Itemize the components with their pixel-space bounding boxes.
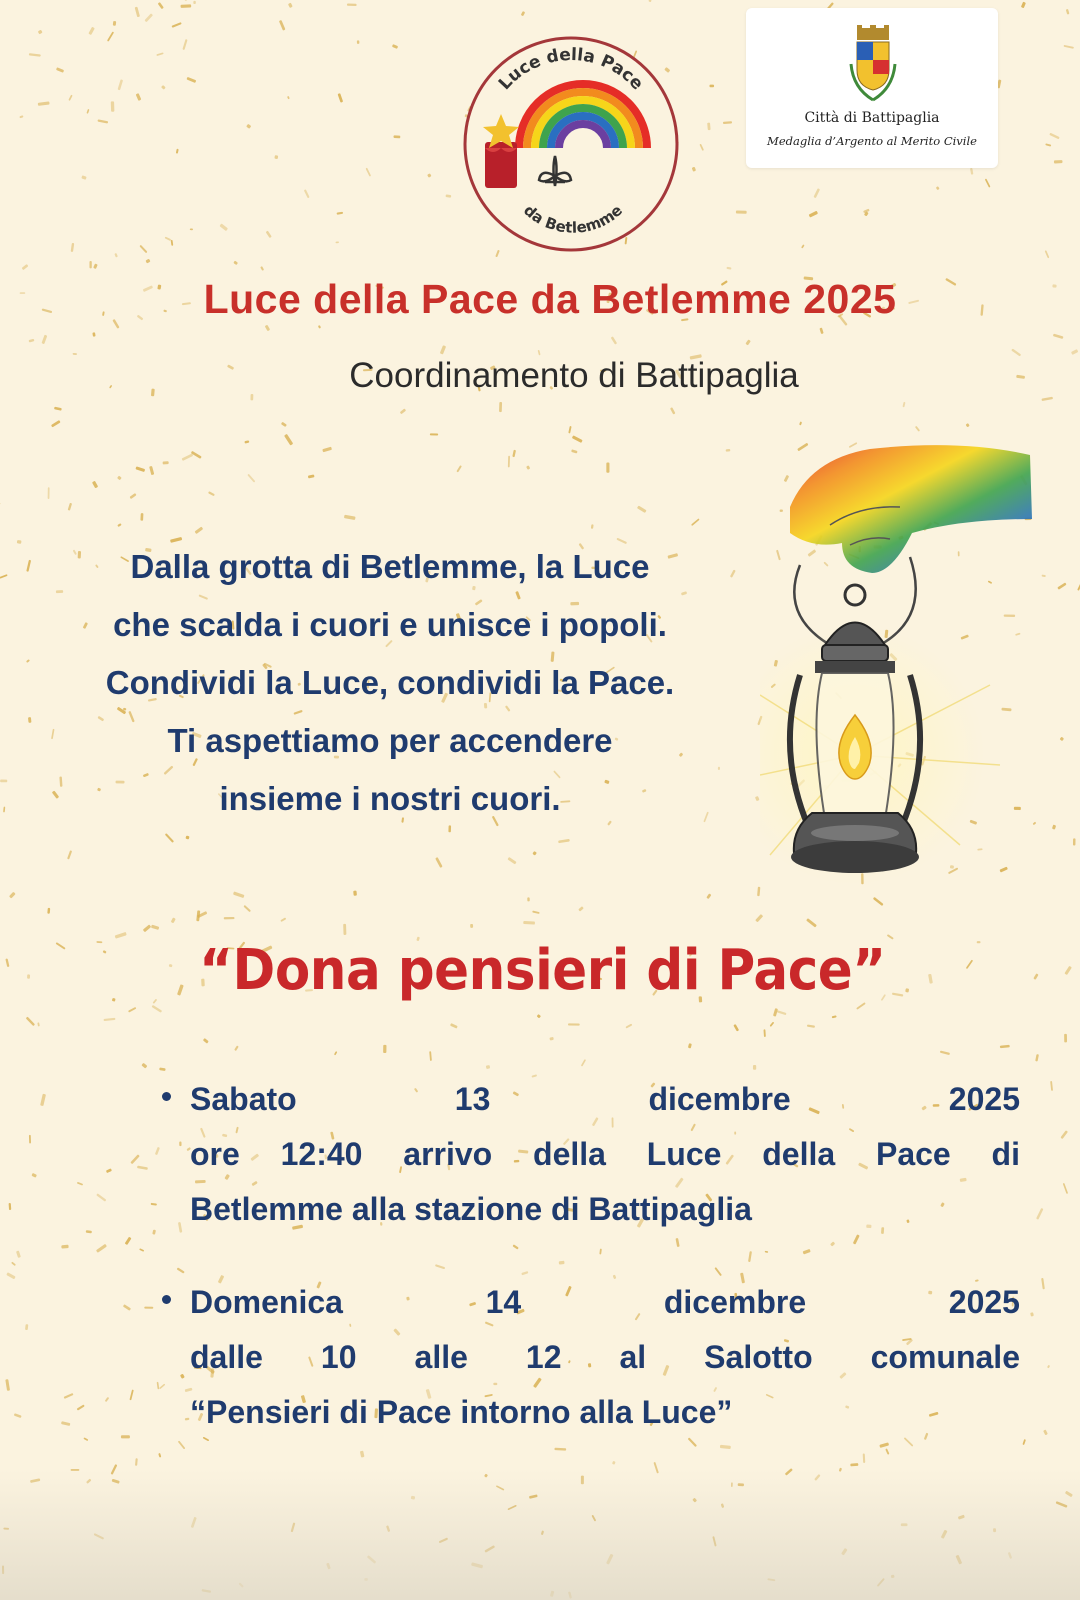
- speckle: [92, 481, 98, 489]
- speckle: [670, 407, 675, 414]
- speckle: [92, 332, 95, 337]
- speckle: [486, 1065, 490, 1069]
- speckle: [113, 21, 116, 26]
- speckle: [393, 135, 400, 138]
- speckle: [86, 1230, 92, 1233]
- event-word: alle: [414, 1339, 468, 1375]
- speckle: [233, 261, 238, 265]
- speckle: [139, 245, 147, 254]
- speckle: [1066, 9, 1070, 15]
- speckle: [1047, 1365, 1050, 1369]
- speckle: [6, 1272, 15, 1279]
- speckle: [1036, 1208, 1043, 1220]
- speckle: [726, 449, 731, 452]
- speckle: [196, 910, 200, 921]
- speckle: [773, 1008, 778, 1017]
- speckle: [185, 835, 189, 839]
- event-word: 2025: [948, 1081, 1020, 1117]
- speckle: [1064, 45, 1074, 49]
- event-detail-line: [190, 1330, 1020, 1385]
- speckle: [182, 39, 187, 50]
- list-item: [160, 1072, 1020, 1237]
- speckle: [89, 261, 91, 268]
- page-subtitle: Coordinamento di Battipaglia: [349, 356, 799, 395]
- speckle: [208, 491, 215, 496]
- speckle: [159, 1068, 165, 1071]
- event-word: di: [991, 1136, 1020, 1172]
- speckle: [3, 807, 5, 813]
- speckle: [1030, 1312, 1034, 1316]
- speckle: [304, 189, 310, 198]
- coat-of-arms-icon: [843, 24, 903, 108]
- speckle: [832, 1015, 837, 1018]
- speckle: [819, 328, 823, 335]
- speckle: [193, 1, 196, 4]
- speckle: [9, 1203, 12, 1210]
- speckle: [537, 1014, 541, 1018]
- speckle: [224, 917, 235, 919]
- event-word: 2025: [948, 1284, 1020, 1320]
- speckle: [105, 1397, 110, 1402]
- speckle: [86, 109, 89, 114]
- speckle: [121, 1435, 130, 1438]
- speckle: [0, 574, 8, 579]
- speckle: [1035, 1054, 1039, 1061]
- speckle: [106, 1168, 112, 1173]
- speckle: [578, 906, 584, 911]
- speckle: [71, 243, 75, 252]
- speckle: [247, 474, 255, 483]
- speckle: [707, 123, 710, 131]
- speckle: [322, 447, 332, 453]
- speckle: [625, 1024, 632, 1029]
- event-word: ore: [190, 1136, 240, 1172]
- page-title: Luce della Pace da Betlemme 2025: [203, 276, 897, 322]
- speckle: [1022, 1439, 1026, 1445]
- speckle: [81, 175, 86, 180]
- speckle: [129, 493, 136, 499]
- speckle: [16, 1250, 21, 1257]
- speckle: [151, 925, 159, 930]
- event-word: 14: [485, 1284, 522, 1320]
- speckle: [1054, 160, 1063, 163]
- speckle: [571, 449, 577, 453]
- speckle: [970, 168, 973, 175]
- svg-text:Luce della Pace: Luce della Pace: [494, 44, 648, 95]
- speckle: [777, 1010, 787, 1015]
- speckle: [318, 325, 321, 329]
- speckle: [5, 1379, 10, 1391]
- speckle: [118, 79, 124, 90]
- speckle: [392, 44, 398, 49]
- speckle: [83, 1437, 88, 1441]
- speckle: [165, 833, 174, 843]
- speckle: [243, 905, 251, 912]
- speckle: [1045, 250, 1050, 258]
- speckle: [733, 1024, 739, 1031]
- event-word: della: [762, 1136, 836, 1172]
- speckle: [966, 423, 970, 427]
- speckle: [287, 96, 290, 99]
- speckle: [266, 231, 272, 238]
- speckle: [688, 1043, 692, 1048]
- city-name: Città di Battipaglia: [804, 110, 940, 126]
- event-word: Salotto: [704, 1339, 813, 1375]
- speckle: [280, 917, 286, 922]
- speckle: [281, 422, 287, 427]
- event-word: dicembre: [648, 1081, 791, 1117]
- speckle: [637, 506, 647, 513]
- speckle: [1049, 133, 1059, 140]
- speckle: [161, 85, 166, 90]
- speckle: [38, 30, 43, 35]
- speckle: [135, 7, 140, 18]
- speckle: [429, 1051, 432, 1061]
- speckle: [265, 325, 270, 332]
- speckle: [152, 1005, 163, 1013]
- speckle: [648, 0, 652, 2]
- speckle: [190, 228, 193, 230]
- speckle: [532, 851, 537, 856]
- speckle: [813, 188, 820, 198]
- speckle: [152, 1230, 156, 1235]
- speckle: [27, 974, 30, 978]
- speckle: [512, 450, 516, 458]
- speckle: [1060, 737, 1065, 741]
- speckle: [54, 407, 62, 411]
- message-line: che scalda i cuori e unisce i popoli.: [113, 606, 667, 643]
- speckle: [427, 173, 431, 177]
- speckle: [260, 266, 264, 271]
- events-list: [160, 1072, 1020, 1478]
- speckle: [234, 1045, 239, 1051]
- speckle: [745, 339, 750, 345]
- slogan-heading: “Dona pensieri di Pace”: [199, 938, 886, 1003]
- speckle: [726, 267, 731, 270]
- event-word: comunale: [870, 1339, 1020, 1375]
- speckle: [1041, 397, 1053, 401]
- speckle: [56, 67, 64, 72]
- speckle: [591, 524, 594, 529]
- event-date-line: [190, 1072, 1020, 1127]
- speckle: [699, 144, 704, 151]
- speckle: [37, 1022, 40, 1026]
- speckle: [366, 168, 372, 177]
- speckle: [755, 796, 760, 801]
- speckle: [29, 53, 41, 56]
- speckle: [723, 121, 732, 124]
- speckle: [279, 20, 286, 31]
- speckle: [334, 1051, 337, 1055]
- speckle: [383, 1045, 386, 1053]
- speckle: [130, 1154, 140, 1164]
- speckle: [606, 462, 609, 472]
- speckle: [96, 1244, 107, 1253]
- speckle: [42, 335, 48, 345]
- event-word: dalle: [190, 1339, 263, 1375]
- speckle: [450, 1023, 458, 1029]
- speckle: [1043, 1430, 1048, 1436]
- speckle: [48, 487, 50, 499]
- lantern-hand-icon: [760, 445, 1060, 930]
- speckle: [117, 476, 122, 481]
- speckle: [763, 1029, 765, 1037]
- event-word: 12: [525, 1339, 562, 1375]
- speckle: [219, 223, 228, 231]
- speckle: [203, 1038, 209, 1044]
- speckle: [801, 244, 805, 248]
- speckle: [151, 1203, 157, 1206]
- speckle: [137, 1166, 148, 1170]
- speckle: [357, 40, 360, 44]
- speckle: [523, 921, 535, 925]
- speckle: [67, 850, 72, 859]
- speckle: [568, 426, 571, 434]
- speckle: [186, 77, 196, 83]
- speckle: [902, 402, 905, 408]
- speckle: [73, 353, 77, 355]
- speckle: [985, 178, 991, 187]
- luce-della-pace-logo-icon: [455, 36, 687, 252]
- speckle: [0, 502, 1, 510]
- event-word: 10: [320, 1339, 357, 1375]
- speckle: [538, 350, 541, 356]
- speckle: [93, 263, 98, 269]
- speckle: [11, 1262, 16, 1266]
- event-word: al: [619, 1339, 647, 1375]
- speckle: [430, 433, 438, 435]
- message-paragraph: [30, 538, 750, 828]
- speckle: [77, 1182, 83, 1186]
- speckle: [129, 1390, 133, 1401]
- speckle: [25, 1324, 28, 1330]
- speckle: [807, 1024, 815, 1027]
- bullet-icon: [162, 1092, 171, 1101]
- speckle: [347, 4, 357, 7]
- message-line: Ti aspettiamo per accendere: [167, 722, 613, 759]
- speckle: [107, 31, 114, 41]
- speckle: [691, 518, 700, 526]
- speckle: [343, 924, 346, 935]
- speckle: [526, 465, 530, 470]
- event-word: Luce: [646, 1136, 722, 1172]
- speckle: [9, 892, 16, 899]
- event-word: arrivo: [403, 1136, 493, 1172]
- speckle: [233, 891, 245, 898]
- speckle: [182, 453, 194, 461]
- speckle: [104, 1018, 116, 1021]
- speckle: [38, 101, 50, 105]
- speckle: [29, 1135, 31, 1144]
- speckle: [144, 1307, 153, 1309]
- speckle: [156, 52, 163, 56]
- speckle: [96, 1193, 106, 1201]
- speckle: [440, 345, 446, 354]
- speckle: [140, 513, 143, 521]
- speckle: [68, 503, 72, 511]
- speckle: [572, 435, 583, 443]
- speckle: [344, 515, 356, 520]
- event-word: dicembre: [663, 1284, 807, 1320]
- speckle: [521, 11, 525, 16]
- speckle: [141, 1063, 147, 1069]
- message-line: Condividi la Luce, condividi la Pace.: [105, 664, 675, 701]
- event-word: 13: [454, 1081, 491, 1117]
- speckle: [507, 857, 516, 865]
- speckle: [940, 1051, 950, 1056]
- list-item: [160, 1275, 1020, 1440]
- speckle: [157, 1382, 160, 1390]
- speckle: [558, 839, 570, 843]
- speckle: [61, 1245, 68, 1249]
- speckle: [508, 456, 510, 468]
- speckle: [770, 1022, 775, 1027]
- speckle: [5, 958, 9, 967]
- speckle: [338, 93, 344, 103]
- speckle: [26, 1017, 35, 1027]
- speckle: [64, 1393, 74, 1399]
- speckle: [149, 466, 154, 475]
- speckle: [244, 440, 249, 443]
- speckle: [284, 434, 293, 446]
- speckle: [799, 421, 802, 425]
- speckle: [1064, 966, 1072, 975]
- speckle: [611, 336, 617, 344]
- speckle: [568, 1023, 580, 1025]
- speckle: [19, 115, 23, 118]
- event-detail-last-line: “Pensieri di Pace intorno alla Luce”: [190, 1394, 733, 1430]
- speckle: [195, 527, 204, 534]
- speckle: [61, 1421, 70, 1426]
- speckle: [1045, 143, 1051, 146]
- speckle: [125, 1237, 132, 1245]
- speckle: [1073, 838, 1076, 845]
- event-word: Domenica: [190, 1284, 343, 1320]
- speckle: [158, 2, 164, 9]
- speckle: [165, 237, 172, 241]
- speckle: [400, 408, 406, 414]
- event-date-line: [190, 1275, 1020, 1330]
- speckle: [1053, 334, 1064, 339]
- speckle: [335, 241, 339, 243]
- city-card: [746, 8, 998, 168]
- event-word: Sabato: [190, 1081, 297, 1117]
- speckle: [40, 1094, 46, 1106]
- speckle: [353, 891, 357, 896]
- speckle: [171, 917, 176, 923]
- message-line: insieme i nostri cuori.: [219, 780, 561, 817]
- speckle: [128, 1007, 136, 1013]
- speckle: [171, 22, 181, 28]
- speckle: [47, 908, 50, 914]
- speckle: [1021, 2, 1026, 9]
- speckle: [77, 1404, 85, 1410]
- speckle: [1041, 1278, 1045, 1290]
- speckle: [470, 924, 473, 928]
- speckle: [288, 3, 293, 8]
- event-word: Pace: [875, 1136, 951, 1172]
- event-detail-line: [190, 1127, 1020, 1182]
- speckle: [163, 461, 169, 464]
- speckle: [22, 264, 29, 270]
- speckle: [581, 1059, 586, 1067]
- speckle: [308, 474, 315, 478]
- speckle: [17, 540, 22, 544]
- speckle: [139, 1248, 144, 1252]
- city-award: Medaglia d’Argento al Merito Civile: [767, 134, 977, 148]
- speckle: [0, 779, 7, 782]
- speckle: [706, 893, 711, 899]
- speckle: [176, 149, 179, 154]
- speckle: [51, 420, 61, 427]
- speckle: [14, 1413, 22, 1418]
- speckle: [549, 1037, 553, 1041]
- event-detail-last-line: Betlemme alla stazione di Battipaglia: [190, 1191, 752, 1227]
- speckle: [736, 210, 747, 213]
- speckle: [135, 466, 145, 472]
- bullet-icon: [162, 1295, 171, 1304]
- speckle: [246, 124, 251, 129]
- speckle: [97, 119, 108, 123]
- speckle: [183, 0, 187, 1]
- event-word: 12:40: [280, 1136, 363, 1172]
- speckle: [31, 1173, 37, 1178]
- speckle: [88, 27, 95, 35]
- speckle: [1064, 1034, 1067, 1043]
- speckle: [856, 1002, 866, 1009]
- speckle: [709, 85, 714, 88]
- speckle: [1050, 1081, 1053, 1091]
- speckle: [337, 212, 344, 215]
- speckle: [111, 101, 115, 111]
- speckle: [145, 259, 150, 264]
- message-line: Dalla grotta di Betlemme, la Luce: [130, 548, 650, 585]
- speckle: [1060, 1130, 1068, 1139]
- speckle: [692, 167, 696, 172]
- speckle: [499, 402, 502, 412]
- speckle: [117, 523, 121, 527]
- speckle: [123, 1304, 131, 1311]
- speckle: [753, 1065, 756, 1070]
- speckle: [136, 93, 142, 101]
- speckle: [1063, 1183, 1068, 1194]
- speckle: [135, 1458, 138, 1466]
- event-word: della: [533, 1136, 606, 1172]
- speckle: [1071, 349, 1078, 355]
- speckle: [936, 186, 940, 190]
- speckle: [435, 857, 442, 868]
- speckle: [274, 155, 278, 159]
- speckle: [809, 211, 818, 218]
- speckle: [527, 897, 530, 901]
- speckle: [532, 911, 540, 914]
- speckle: [915, 426, 920, 432]
- speckle: [144, 13, 153, 22]
- speckle: [181, 4, 192, 7]
- speckle: [29, 339, 35, 343]
- speckle: [171, 240, 174, 246]
- speckle: [1000, 1045, 1010, 1048]
- speckle: [68, 95, 72, 101]
- speckle: [143, 924, 151, 932]
- speckle: [445, 194, 451, 197]
- svg-text:da Betlemme: da Betlemme: [520, 201, 626, 237]
- speckle: [456, 465, 462, 472]
- speckle: [114, 253, 118, 258]
- bottom-shadow: [0, 1470, 1080, 1600]
